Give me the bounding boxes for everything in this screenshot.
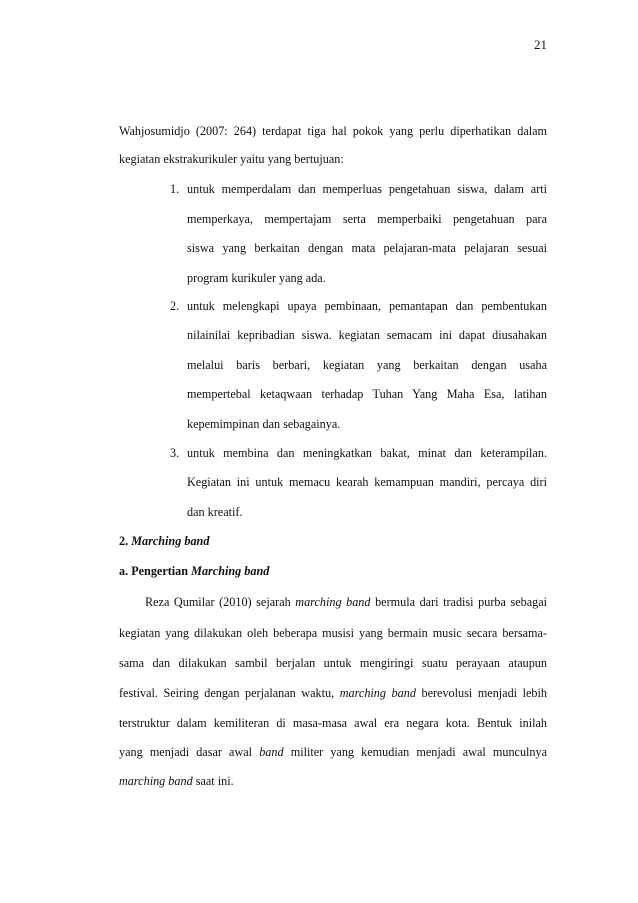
subsection-heading <box>119 563 269 579</box>
paragraph-line-2: kegiatan yang dilakukan oleh beberapa musisi yang bermain music secara bersama- <box>119 626 547 640</box>
list-item-1-number: 1. <box>170 182 180 196</box>
paragraph-italic-term: band <box>259 745 284 759</box>
list-item-2-line-1: untuk melengkapi upaya pembinaan, pemantapan dan pembentukan <box>187 299 547 313</box>
list-item-2-line-3: melalui baris berbari, kegiatan yang berkaitan dengan usaha <box>187 358 547 372</box>
list-item-3-line-3: dan kreatif. <box>187 505 243 519</box>
list-item-3-line-2: Kegiatan ini untuk memacu kearah kemampuan mandiri, percaya diri <box>187 475 547 489</box>
paragraph-line-3: sama dan dilakukan sambil berjalan untuk mengiringi suatu perayaan ataupun <box>119 656 547 670</box>
list-item-3-line-1: untuk membina dan meningkatkan bakat, minat dan keterampilan. <box>187 446 547 460</box>
intro-line-1: Wahjosumidjo (2007: 264) terdapat tiga hal pokok yang perlu diperhatikan dalam <box>119 124 547 138</box>
paragraph-text: festival. Seiring dengan perjalanan waktu, <box>119 686 335 700</box>
paragraph-italic-term: marching band <box>119 774 193 788</box>
list-item-2-line-5: kepemimpinan dan sebagainya. <box>187 417 341 431</box>
list-item-2-number: 2. <box>170 299 180 313</box>
list-item-1-line-2: memperkaya, mempertajam serta memperbaiki pengetahuan para <box>187 212 547 226</box>
list-item-1-line-4: program kurikuler yang ada. <box>187 271 326 285</box>
list-item-1-line-3: siswa yang berkaitan dengan mata pelajaran-mata pelajaran sesuai <box>187 241 547 255</box>
paragraph-text: bermula dari tradisi purba sebagai <box>375 595 547 609</box>
paragraph-text: yang menjadi dasar awal <box>119 745 253 759</box>
paragraph-line-4 <box>119 685 547 701</box>
list-item-3-number: 3. <box>170 446 180 460</box>
section-heading <box>119 533 209 549</box>
list-item-1-line-1: untuk memperdalam dan memperluas pengetahuan siswa, dalam arti <box>187 182 547 196</box>
list-item-2-line-4: mempertebal ketaqwaan terhadap Tuhan Yang Maha Esa, latihan <box>187 387 547 401</box>
paragraph-line-1 <box>145 594 547 610</box>
paragraph-italic-term: marching band <box>295 595 371 609</box>
intro-line-2: kegiatan ekstrakurikuler yaitu yang bertujuan: <box>119 152 344 166</box>
section-heading-title: Marching band <box>131 534 210 548</box>
paragraph-text: militer yang kemudian menjadi awal munculnya <box>290 745 547 759</box>
section-heading-number: 2. <box>119 534 129 548</box>
paragraph-line-6 <box>119 744 547 760</box>
paragraph-line-5: terstruktur dalam kemiliteran di masa-masa awal era negara kota. Bentuk inilah <box>119 716 547 730</box>
paragraph-italic-term: marching band <box>339 686 416 700</box>
paragraph-text: berevolusi menjadi lebih <box>421 686 547 700</box>
paragraph-text: saat ini. <box>195 774 234 788</box>
page-number: 21 <box>534 37 547 52</box>
list-item-2-line-2: nilainilai kepribadian siswa. kegiatan semacam ini dapat diusahakan <box>187 328 547 342</box>
paragraph-line-7 <box>119 773 234 789</box>
subsection-heading-prefix: a. Pengertian <box>119 564 189 578</box>
paragraph-text: Reza Qumilar (2010) sejarah <box>145 595 291 609</box>
subsection-heading-title: Marching band <box>191 564 270 578</box>
